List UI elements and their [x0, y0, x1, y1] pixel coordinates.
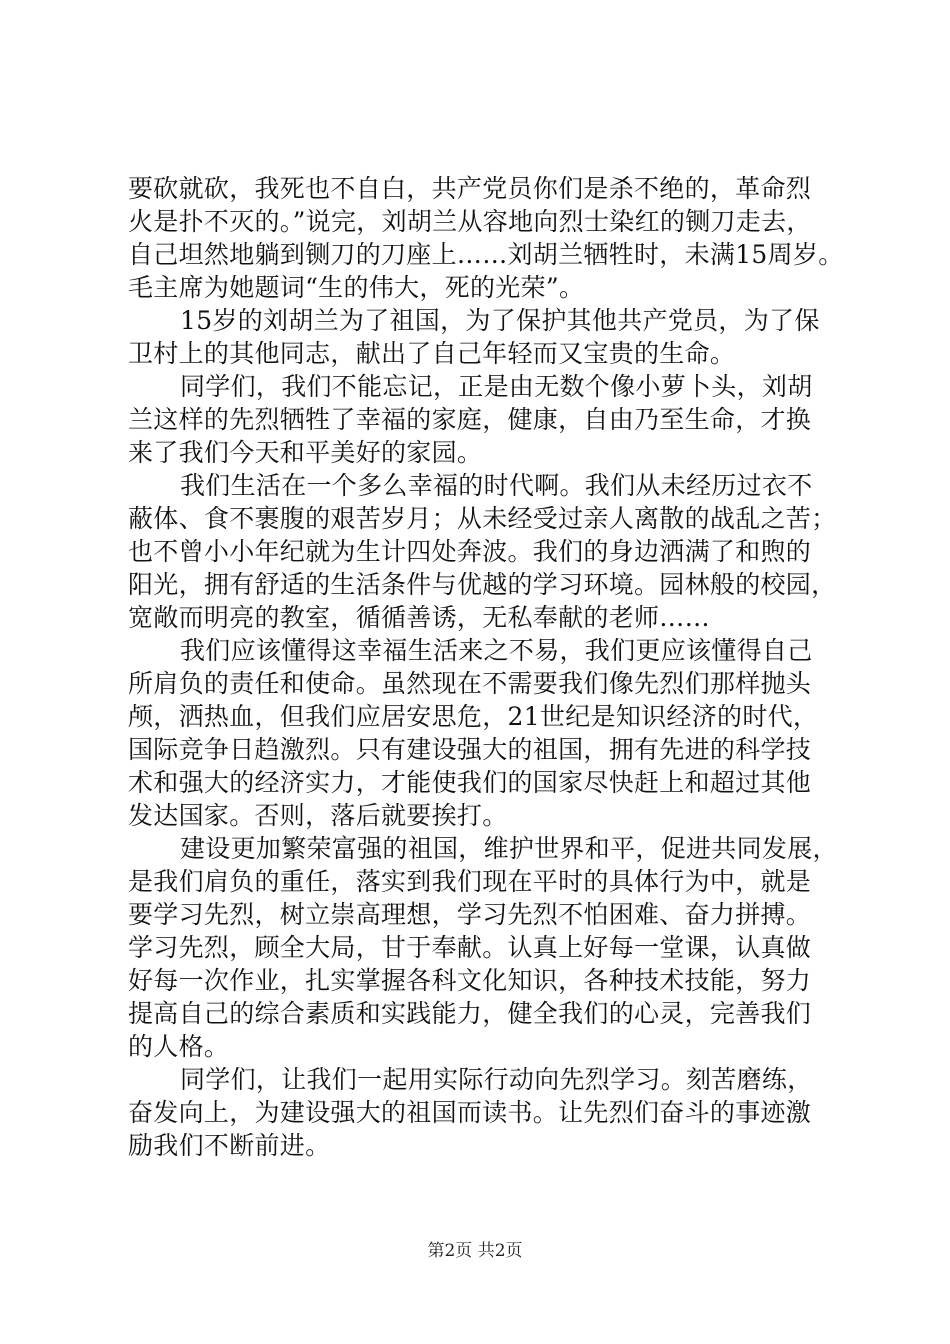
text-line: 是我们肩负的重任，落实到我们现在平时的具体行为中，就是 [128, 867, 812, 896]
text-line: 术和强大的经济实力，才能使我们的国家尽快赶上和超过其他 [128, 768, 812, 797]
text-line: 兰这样的先烈牺牲了幸福的家庭，健康，自由乃至生命，才换 [128, 405, 812, 434]
paragraph-first-line: 同学们，我们不能忘记，正是由无数个像小萝卜头，刘胡 [180, 372, 813, 401]
paragraph-first-line: 15岁的刘胡兰为了祖国，为了保护其他共产党员，为了保 [180, 306, 820, 335]
text-line: 阳光，拥有舒适的生活条件与优越的学习环境。园林般的校园， [128, 570, 837, 599]
text-line: 自己坦然地躺到铡刀的刀座上……刘胡兰牺牲时，未满15周岁。 [128, 240, 844, 269]
text-line: 的人格。 [128, 1032, 230, 1061]
text-line: 颅，洒热血，但我们应居安思危，21世纪是知识经济的时代， [128, 702, 819, 731]
text-line: 好每一次作业，扎实掌握各科文化知识，各种技术技能，努力 [128, 966, 812, 995]
text-line: 火是扑不灭的。”说完，刘胡兰从容地向烈士染红的铡刀走去， [128, 207, 812, 236]
paragraph-first-line: 建设更加繁荣富强的祖国，维护世界和平，促进共同发展， [180, 834, 838, 863]
paragraph-first-line: 我们生活在一个多么幸福的时代啊。我们从未经历过衣不 [180, 471, 813, 500]
text-line: 要学习先烈，树立崇高理想，学习先烈不怕困难、奋力拼搏。 [128, 900, 812, 929]
text-line: 来了我们今天和平美好的家园。 [128, 438, 483, 467]
text-line: 奋发向上，为建设强大的祖国而读书。让先烈们奋斗的事迹激 [128, 1098, 812, 1127]
text-line: 励我们不断前进。 [128, 1131, 331, 1160]
text-line: 卫村上的其他同志，献出了自己年轻而又宝贵的生命。 [128, 339, 736, 368]
text-line: 也不曾小小年纪就为生计四处奔波。我们的身边洒满了和煦的 [128, 537, 812, 566]
text-line: 蔽体、食不裹腹的艰苦岁月；从未经受过亲人离散的战乱之苦； [128, 504, 837, 533]
text-line: 学习先烈，顾全大局，甘于奉献。认真上好每一堂课，认真做 [128, 933, 812, 962]
paragraph-first-line: 同学们，让我们一起用实际行动向先烈学习。刻苦磨练， [180, 1065, 813, 1094]
body-text [128, 172, 863, 1162]
text-line: 宽敞而明亮的教室，循循善诱，无私奉献的老师…… [128, 603, 710, 632]
page-number-footer: 第2页 共2页 [427, 1241, 523, 1261]
text-line: 国际竞争日趋激烈。只有建设强大的祖国，拥有先进的科学技 [128, 735, 812, 764]
text-line: 提高自己的综合素质和实践能力，健全我们的心灵，完善我们 [128, 999, 812, 1028]
paragraph-first-line: 我们应该懂得这幸福生活来之不易，我们更应该懂得自己 [180, 636, 813, 665]
text-line: 要砍就砍，我死也不自白，共产党员你们是杀不绝的，革命烈 [128, 174, 812, 203]
text-line: 发达国家。否则，落后就要挨打。 [128, 801, 508, 830]
text-line: 毛主席为她题词“生的伟大，死的光荣”。 [128, 273, 585, 302]
text-line: 所肩负的责任和使命。虽然现在不需要我们像先烈们那样抛头 [128, 669, 812, 698]
